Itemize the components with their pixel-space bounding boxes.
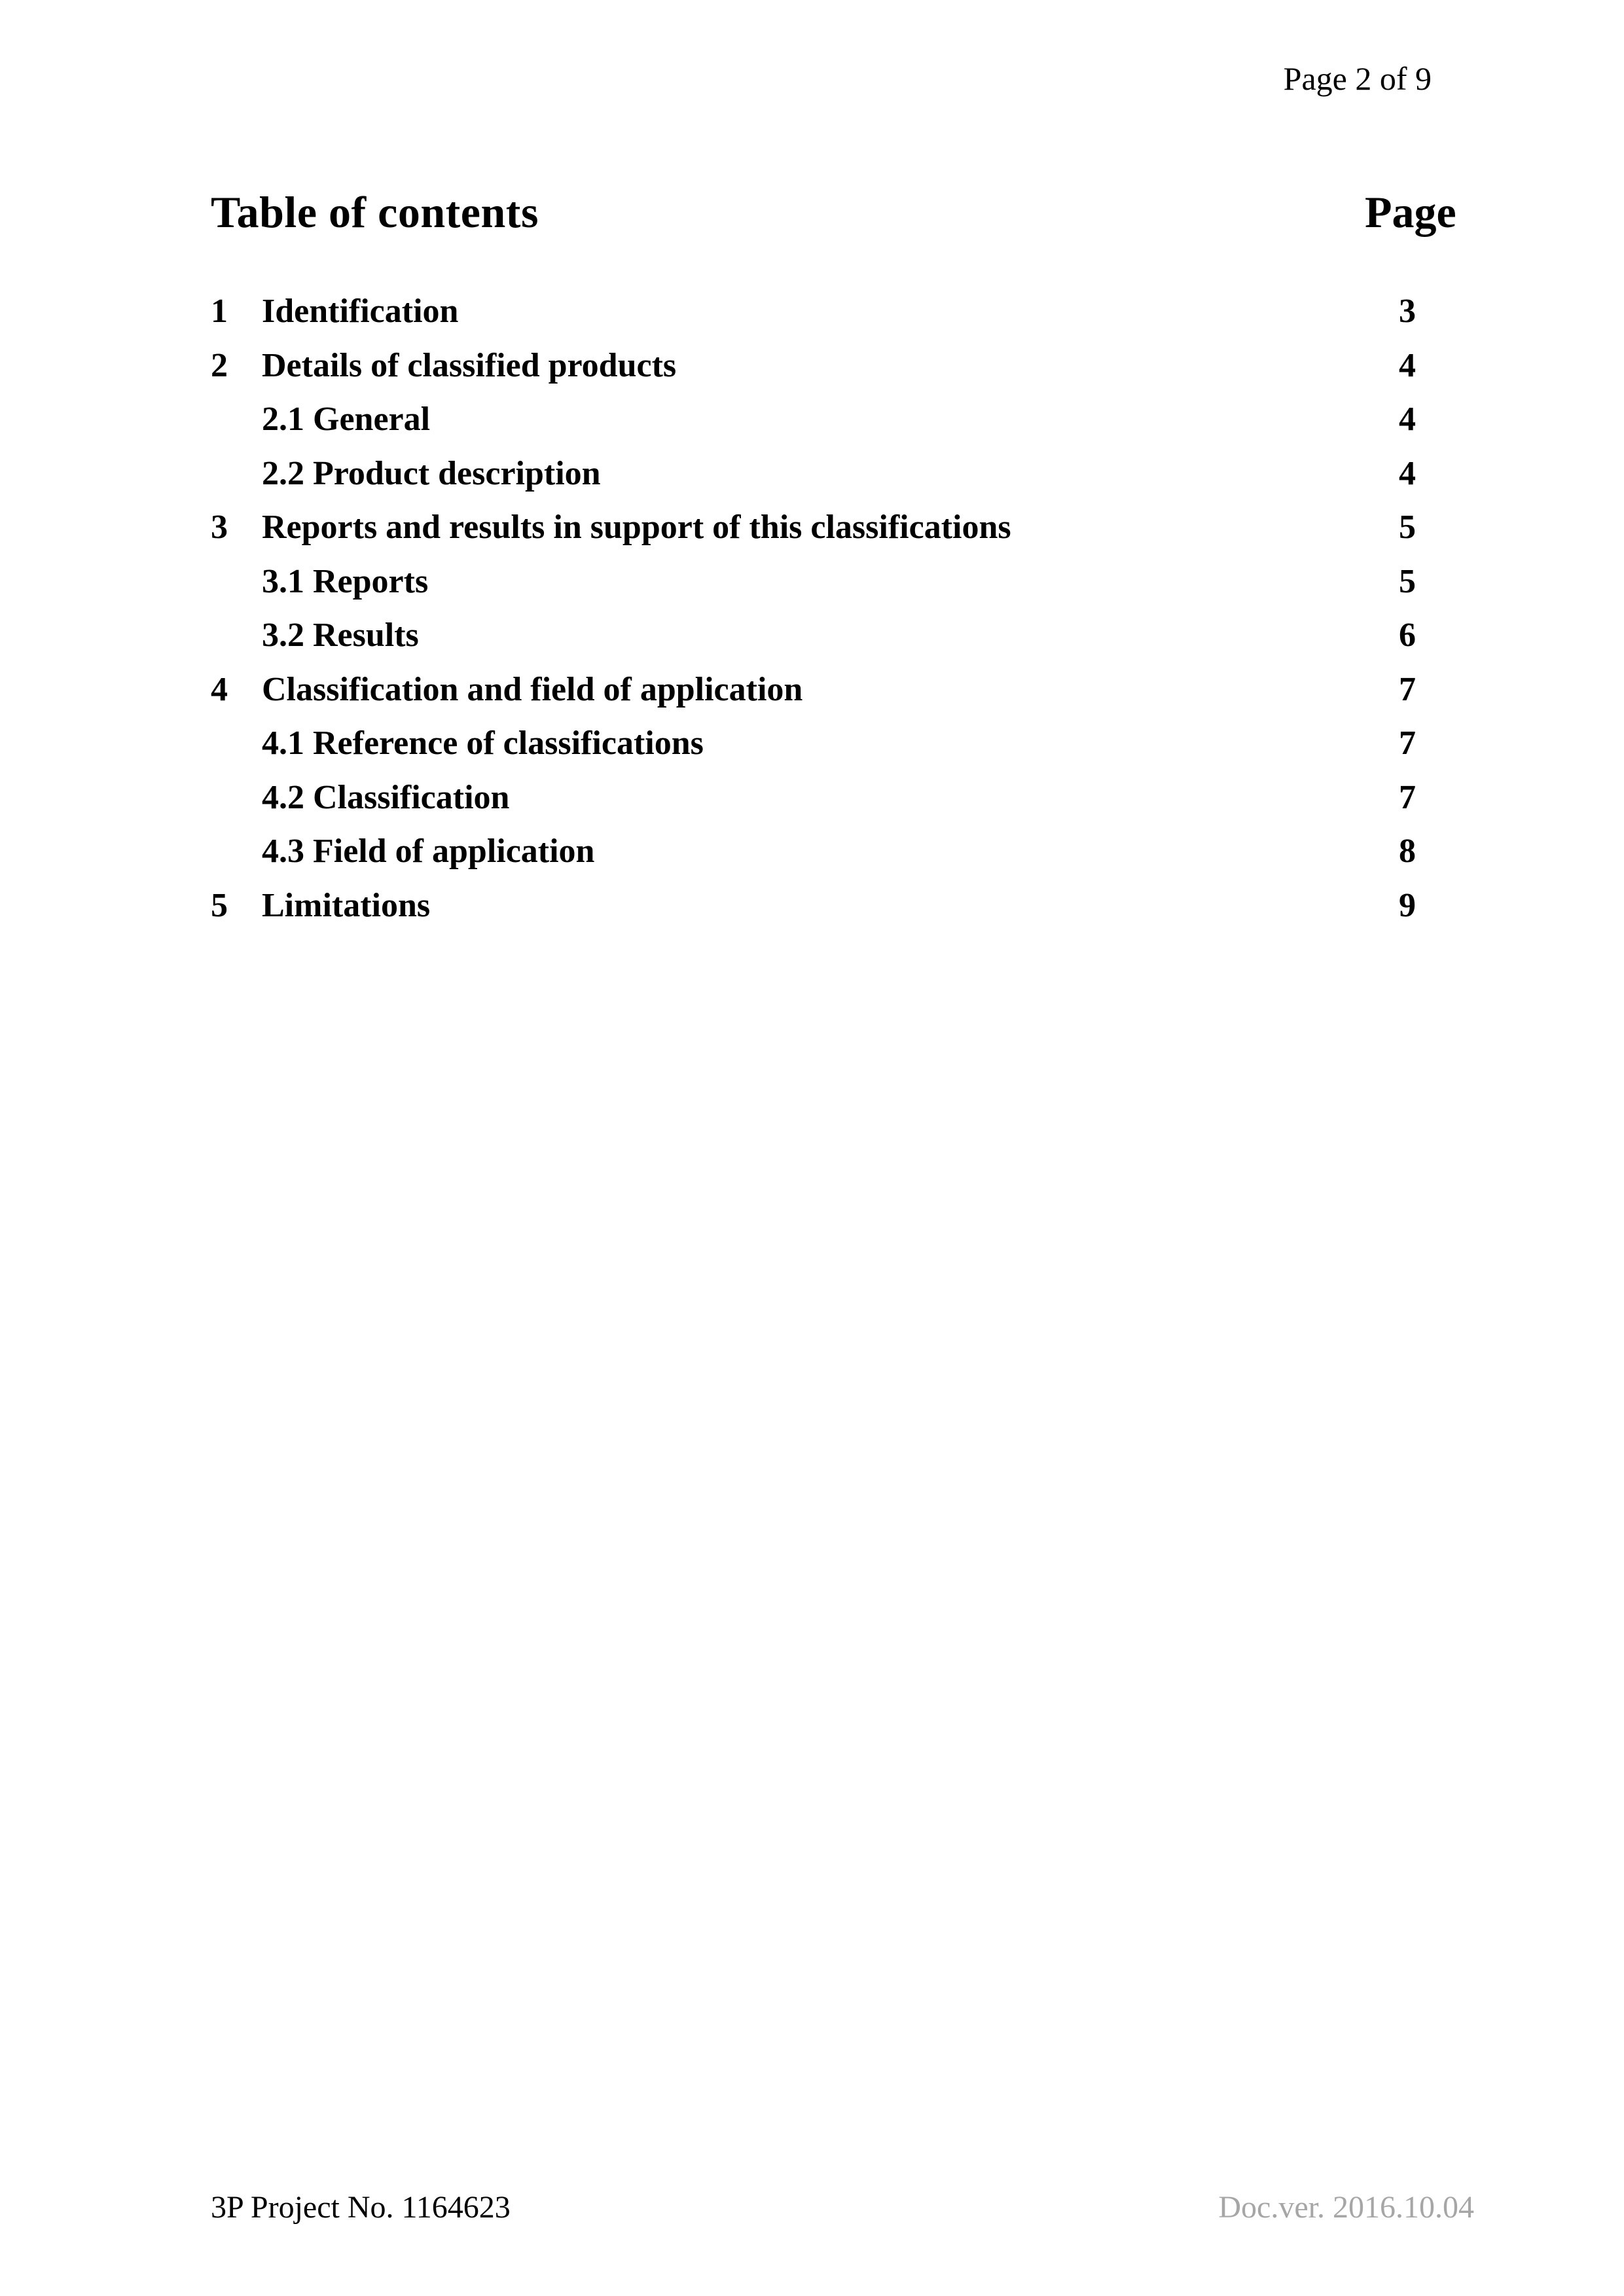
toc-entry-label: 3.1 Reports [262, 562, 429, 600]
toc-row [211, 555, 1450, 609]
page-header [1284, 60, 1432, 97]
toc-entry-label: Reports and results in support of this classifications [262, 509, 1011, 546]
toc-header-row [211, 187, 1456, 237]
toc-row [211, 879, 1450, 933]
toc-entry-page: 4 [1365, 447, 1450, 2296]
toc-entry-page: 3 [1365, 285, 1450, 2296]
toc-row [211, 609, 1450, 663]
toc-title: Table of contents [211, 187, 539, 237]
toc-entry-label: Details of classified products [262, 346, 677, 384]
toc-row [211, 771, 1450, 825]
toc-entry-page: 5 [1365, 501, 1450, 2296]
toc-entry-page: 5 [1365, 555, 1450, 2296]
toc-list [211, 285, 1450, 933]
toc-entry-label: 4.2 Classification [262, 778, 510, 816]
toc-entry-page: 8 [1365, 825, 1450, 2296]
footer-doc-version: Doc.ver. 2016.10.04 [1218, 2190, 1474, 2225]
toc-page-column-header: Page [1365, 187, 1456, 237]
toc-row [211, 285, 1450, 339]
toc-row [211, 393, 1450, 447]
toc-entry-number: 4 [211, 670, 228, 708]
toc-entry-page: 7 [1365, 771, 1450, 2296]
toc-entry-page: 4 [1365, 339, 1450, 2296]
toc-entry-label: 4.1 Reference of classifications [262, 725, 704, 762]
toc-entry-page: 9 [1365, 879, 1450, 2296]
toc-entry-number: 3 [211, 509, 228, 546]
toc-entry-label: Classification and field of application [262, 670, 803, 708]
toc-row [211, 717, 1450, 771]
toc-row [211, 339, 1450, 393]
toc-entry-page: 7 [1365, 663, 1450, 2296]
toc-entry-page: 7 [1365, 717, 1450, 2296]
footer-project-number: 3P Project No. 1164623 [211, 2190, 511, 2225]
toc-entry-label: 2.2 Product description [262, 454, 601, 492]
toc-entry-page: 6 [1365, 609, 1450, 2296]
toc-entry-page: 4 [1365, 393, 1450, 2296]
toc-row [211, 447, 1450, 501]
toc-row [211, 825, 1450, 879]
toc-entry-label: Limitations [262, 886, 431, 924]
toc-entry-label: 4.3 Field of application [262, 833, 595, 870]
toc-entry-number: 1 [211, 293, 228, 330]
toc-entry-label: Identification [262, 293, 459, 330]
toc-row [211, 663, 1450, 717]
page-number-indicator: Page 2 of 9 [1283, 60, 1432, 97]
page-footer [211, 2189, 1474, 2226]
toc-entry-number: 5 [211, 886, 228, 924]
toc-entry-number: 2 [211, 346, 228, 384]
toc-entry-label: 3.2 Results [262, 617, 419, 654]
toc-row [211, 501, 1450, 555]
toc-entry-label: 2.1 General [262, 401, 431, 438]
